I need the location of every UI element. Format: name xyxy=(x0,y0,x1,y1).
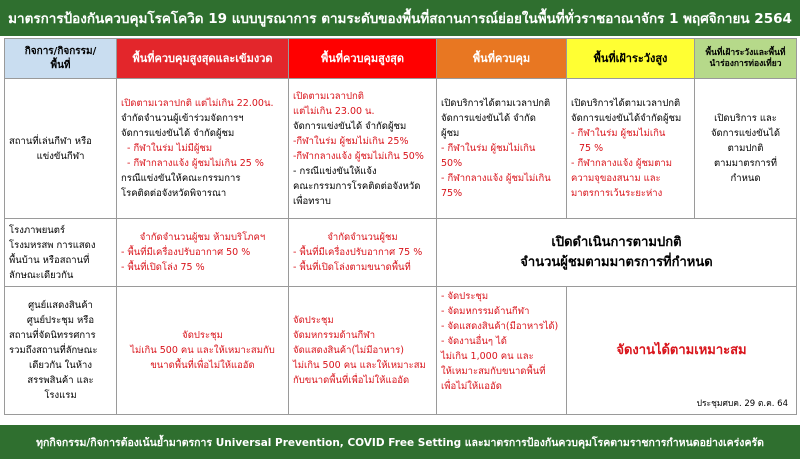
row-cinema xyxy=(5,219,797,287)
row-exhibition xyxy=(5,287,797,415)
row-label-cinema: โรงภาพยนตร์ โรงมหรสพ การแสดง พื้นบ้าน หรือสถานที่ ลักษณะเดียวกัน xyxy=(5,219,117,287)
header-row xyxy=(5,39,797,79)
header-zone-control: พื้นที่ควบคุม xyxy=(437,39,567,79)
sports-zone4: เปิดบริการได้ตามเวลาปกติ จัดการแข่งขันได้จำกัดผู้ชม - กีฬาในร่ม ผู้ชมไม่เกิน 75 % - กีฬากลางแจ้ง ผู้ชมตาม ความจุของสนาม และ มาตรการเว้นระยะห่าง xyxy=(567,79,695,219)
cinema-zones-3-5: เปิดดำเนินการตามปกติ จำนวนผู้ชมตามมาตรการที่กำหนด xyxy=(437,219,797,287)
exhibition-merged-text: จัดงานได้ตามเหมาะสม xyxy=(616,342,747,358)
sports-zone1: เปิดตามเวลาปกติ แต่ไม่เกิน 22.00น. จำกัดจำนวนผู้เข้าร่วมจัดการฯ จัดการแข่งขันได้ จำกัดผู้ชม - กีฬาในร่ม ไม่มีผู้ชม - กีฬากลางแจ้ง ผู้ชมไม่เกิน 25 % กรณีแข่งขันให้คณะกรรมการ โรคติดต่อจังหวัดพิจารณา xyxy=(117,79,289,219)
exhibition-zone1: จัดประชุม ไม่เกิน 500 คน และให้เหมาะสมกับ ขนาดพื้นที่เพื่อไม่ให้แออัด xyxy=(117,287,289,415)
exhibition-zone2: จัดประชุม จัดมหกรรมด้านกีฬา จัดแสดงสินค้า(ไม่มีอาหาร) ไม่เกิน 500 คน และให้เหมาะสม กับขนาดพื้นที่เพื่อไม่ให้แออัด xyxy=(289,287,437,415)
row-sports xyxy=(5,79,797,219)
sports-zone2: เปิดตามเวลาปกติ แต่ไม่เกิน 23.00 น. จัดการแข่งขันได้ จำกัดผู้ชม -กีฬาในร่ม ผู้ชมไม่เกิน 25% -กีฬากลางแจ้ง ผู้ชมไม่เกิน 50% - กรณีแข่งขันให้แจ้ง คณะกรรมการโรคติดต่อจังหวัด เพื่อทราบ xyxy=(289,79,437,219)
measures-table xyxy=(4,38,797,415)
exhibition-zone3: - จัดประชุม - จัดมหกรรมด้านกีฬา - จัดแสดงสินค้า(มีอาหารได้) - จัดงานอื่นๆ ได้ ไม่เกิน 1,000 คน และ ให้เหมาะสมกับขนาดพื้นที่ เพื่อไม่ให้แออัด xyxy=(437,287,567,415)
header-category: กิจการ/กิจกรรม/ พื้นที่ xyxy=(5,39,117,79)
page-title: มาตรการป้องกันควบคุมโรคโควิด 19 แบบบูรณาการ ตามระดับของพื้นที่สถานการณ์ย่อยในพื้นที่ทั่วราชอาณาจักร 1 พฤศจิกายน 2564 xyxy=(0,0,800,36)
header-zone-max-strict: พื้นที่ควบคุมสูงสุดและเข้มงวด xyxy=(117,39,289,79)
header-zone-surveillance-tourism: พื้นที่เฝ้าระวังและพื้นที่ นำร่องการท่องเที่ยว xyxy=(695,39,797,79)
footer-note: ทุกกิจกรรม/กิจการต้องเน้นย้ำมาตรการ Universal Prevention, COVID Free Setting และมาตรการป้องกันควบคุมโรคตามราชการกำหนดอย่างเคร่งครัด xyxy=(0,425,800,459)
row-label-sports: สถานที่เล่นกีฬา หรือ แข่งขันกีฬา xyxy=(5,79,117,219)
sports-zone3: เปิดบริการได้ตามเวลาปกติ จัดการแข่งขันได้ จำกัด ผู้ชม - กีฬาในร่ม ผู้ชมไม่เกิน 50% - กีฬากลางแจ้ง ผู้ชมไม่เกิน 75% xyxy=(437,79,567,219)
cinema-zone1: จำกัดจำนวนผู้ชม ห้ามบริโภคฯ - พื้นที่มีเครื่องปรับอากาศ 50 % - พื้นที่เปิดโล่ง 75 % xyxy=(117,219,289,287)
meeting-note: ประชุมศบค. 29 ต.ค. 64 xyxy=(696,399,788,409)
sports-zone5: เปิดบริการ และ จัดการแข่งขันได้ ตามปกติ ตามมาตรการที่ กำหนด xyxy=(695,79,797,219)
header-zone-max: พื้นที่ควบคุมสูงสุด xyxy=(289,39,437,79)
exhibition-zones-4-5 xyxy=(567,287,797,415)
cinema-zone2: จำกัดจำนวนผู้ชม - พื้นที่มีเครื่องปรับอากาศ 75 % - พื้นที่เปิดโล่งตามขนาดพื้นที่ xyxy=(289,219,437,287)
row-label-exhibition: ศูนย์แสดงสินค้า ศูนย์ประชุม หรือ สถานที่จัดนิทรรศการ รวมถึงสถานที่ลักษณะ เดียวกัน ในห้าง สรรพสินค้า และ โรงแรม xyxy=(5,287,117,415)
header-zone-high-surveillance: พื้นที่เฝ้าระวังสูง xyxy=(567,39,695,79)
